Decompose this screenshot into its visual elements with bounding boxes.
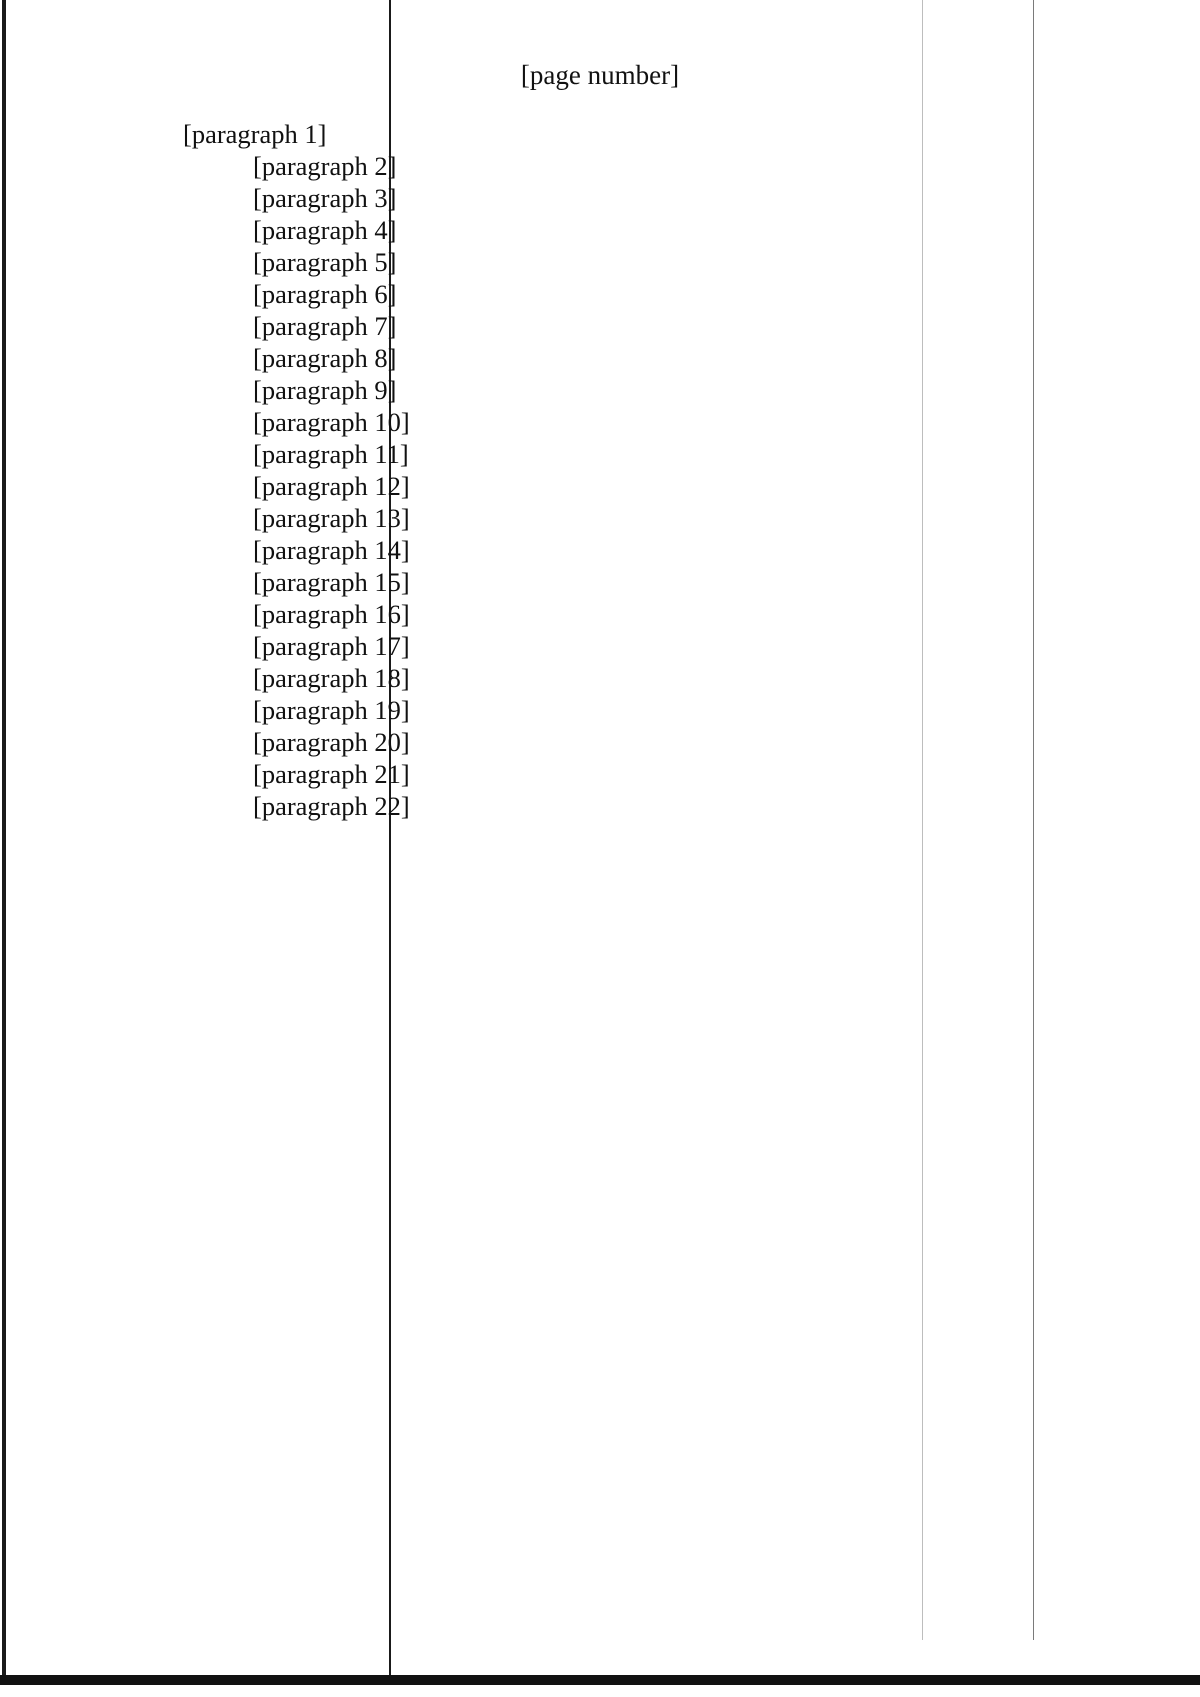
paragraph: [paragraph 6] xyxy=(253,279,397,309)
page-number: [page number] xyxy=(520,60,680,90)
paragraph: [paragraph 21] xyxy=(253,759,410,789)
paragraph: [paragraph 22] xyxy=(253,791,410,821)
scan-bottom-edge xyxy=(0,1675,1200,1685)
paragraph: [paragraph 11] xyxy=(253,439,409,469)
scan-artifact-line xyxy=(2,0,6,1675)
paragraph: [paragraph 1] xyxy=(183,119,327,149)
paragraph: [paragraph 5] xyxy=(253,247,397,277)
paragraph: [paragraph 18] xyxy=(253,663,410,693)
paragraph: [paragraph 13] xyxy=(253,503,410,533)
paragraph: [paragraph 9] xyxy=(253,375,397,405)
paragraph: [paragraph 20] xyxy=(253,727,410,757)
paragraph: [paragraph 3] xyxy=(253,183,397,213)
paragraph: [paragraph 12] xyxy=(253,471,410,501)
paragraph: [paragraph 17] xyxy=(253,631,410,661)
paragraph: [paragraph 8] xyxy=(253,343,397,373)
paragraph: [paragraph 15] xyxy=(253,567,410,597)
paragraph: [paragraph 16] xyxy=(253,599,410,629)
paragraph: [paragraph 14] xyxy=(253,535,410,565)
paragraph: [paragraph 10] xyxy=(253,407,410,437)
paragraph: [paragraph 2] xyxy=(253,151,397,181)
paragraph: [paragraph 19] xyxy=(253,695,410,725)
paragraph: [paragraph 4] xyxy=(253,215,397,245)
paragraph: [paragraph 7] xyxy=(253,311,397,341)
document-body xyxy=(183,118,1151,822)
